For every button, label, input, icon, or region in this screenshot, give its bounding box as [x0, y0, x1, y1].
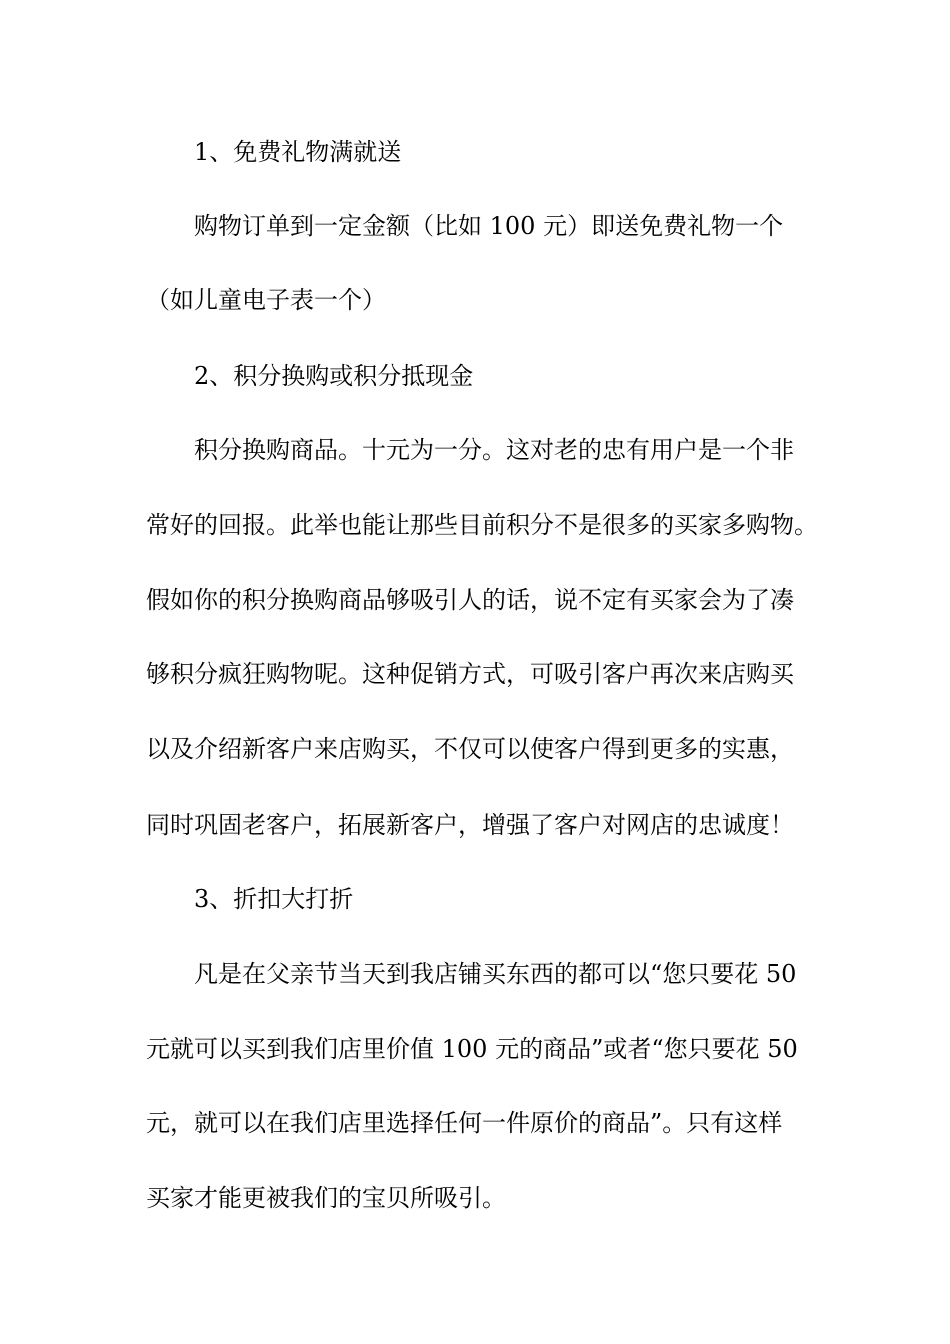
heading-discount: 3、折扣大打折 — [194, 885, 354, 913]
heading-free-gift: 1、免费礼物满就送 — [194, 138, 402, 166]
paragraph-line: 同时巩固老客户，拓展新客户，增强了客户对网店的忠诚度！ — [146, 811, 794, 839]
paragraph-line: （如儿童电子表一个） — [146, 286, 386, 314]
paragraph-line: 元就可以买到我们店里价值 100 元的商品”或者“您只要花 50 — [146, 1035, 798, 1063]
paragraph-line: 凡是在父亲节当天到我店铺买东西的都可以“您只要花 50 — [194, 960, 797, 988]
paragraph-line: 假如你的积分换购商品够吸引人的话，说不定有买家会为了凑 — [146, 586, 794, 614]
paragraph-line: 以及介绍新客户来店购买，不仅可以使客户得到更多的实惠， — [146, 735, 794, 763]
paragraph-line: 积分换购商品。十元为一分。这对老的忠有用户是一个非 — [194, 436, 794, 464]
paragraph-line: 购物订单到一定金额（比如 100 元）即送免费礼物一个 — [194, 212, 784, 240]
paragraph-line: 常好的回报。此举也能让那些目前积分不是很多的买家多购物。 — [146, 511, 818, 539]
paragraph-line: 够积分疯狂购物呢。这种促销方式，可吸引客户再次来店购买 — [146, 660, 794, 688]
paragraph-line: 元，就可以在我们店里选择任何一件原价的商品”。只有这样 — [146, 1109, 783, 1137]
paragraph-line: 买家才能更被我们的宝贝所吸引。 — [146, 1184, 506, 1212]
heading-points-exchange: 2、积分换购或积分抵现金 — [194, 362, 474, 390]
